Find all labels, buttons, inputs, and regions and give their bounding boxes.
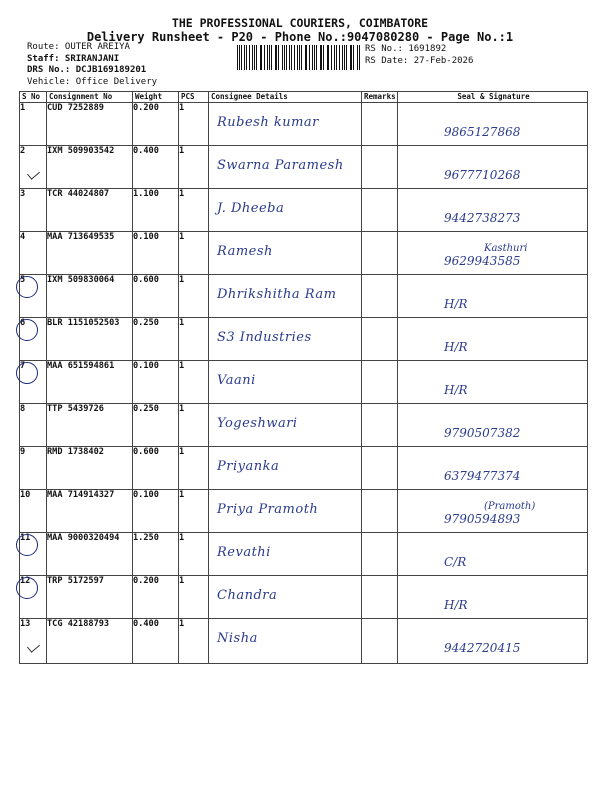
row-pcs: 1 <box>179 361 209 404</box>
table-row <box>20 361 588 404</box>
row-sno: 5 <box>20 275 26 285</box>
row-weight: 0.200 <box>133 576 179 619</box>
row-consignee-cell <box>209 490 362 533</box>
rs-date: RS Date: 27-Feb-2026 <box>365 55 474 66</box>
row-sno-cell <box>20 404 47 447</box>
row-signature <box>414 326 484 354</box>
row-remarks-cell <box>362 490 398 533</box>
row-consignment: RMD 1738402 <box>47 447 133 490</box>
row-sno-cell <box>20 619 47 664</box>
row-signature-text: H/R <box>444 340 468 354</box>
table-row <box>20 318 588 361</box>
row-signature-cell <box>398 619 588 664</box>
row-consignee-cell <box>209 361 362 404</box>
row-remarks-cell <box>362 533 398 576</box>
row-signature-text: H/R <box>444 297 468 311</box>
table-row <box>20 103 588 146</box>
vehicle-label: Vehicle: Office Delivery <box>27 76 158 87</box>
row-consignment: BLR 1151052503 <box>47 318 133 361</box>
row-consignment: MAA 651594861 <box>47 361 133 404</box>
row-sno: 1 <box>20 103 26 113</box>
row-signature-cell <box>398 318 588 361</box>
table-row <box>20 533 588 576</box>
row-signature-cell <box>398 404 588 447</box>
col-signature-header: Seal & Signature <box>398 92 588 103</box>
row-consignee-cell <box>209 404 362 447</box>
row-pcs: 1 <box>179 447 209 490</box>
row-weight: 0.200 <box>133 103 179 146</box>
drs-label: DRS No.: DCJB169189201 <box>27 65 147 75</box>
row-consignment: MAA 714914327 <box>47 490 133 533</box>
col-weight-header: Weight <box>133 92 179 103</box>
row-pcs: 1 <box>179 619 209 664</box>
row-sno-cell <box>20 576 47 619</box>
row-signature <box>414 197 520 225</box>
circle-mark-icon <box>16 276 38 298</box>
runsheet-table <box>19 91 588 664</box>
col-remarks-header: Remarks <box>362 92 398 103</box>
table-row <box>20 576 588 619</box>
table-header-row <box>20 92 588 103</box>
circle-mark-icon <box>16 534 38 556</box>
barcode-image <box>237 45 361 70</box>
row-sno-cell <box>20 275 47 318</box>
row-sno: 11 <box>20 533 31 543</box>
row-weight: 0.400 <box>133 146 179 189</box>
row-signature-text: 6379477374 <box>444 469 521 483</box>
route-label: Route: OUTER AREIYA <box>27 42 130 52</box>
row-pcs: 1 <box>179 533 209 576</box>
row-signature <box>414 627 520 655</box>
row-consignee-name: Yogeshwari <box>217 416 298 431</box>
row-sno: 12 <box>20 576 31 586</box>
row-signature <box>414 498 535 526</box>
row-signature-text: 9442738273 <box>444 211 521 225</box>
row-sno: 8 <box>20 404 26 414</box>
row-signature-note: Kasthuri <box>484 243 528 254</box>
row-weight: 1.250 <box>133 533 179 576</box>
row-consignment: CUD 7252889 <box>47 103 133 146</box>
circle-mark-icon <box>16 362 38 384</box>
row-signature-text: 9790594893 <box>444 512 521 526</box>
row-signature-text: C/R <box>444 555 467 569</box>
row-sno: 9 <box>20 447 26 457</box>
row-signature-cell <box>398 103 588 146</box>
runsheet-subtitle: Delivery Runsheet - P20 - Phone No.:9047080280 - Page No.:1 <box>86 30 514 44</box>
row-consignment: IXM 509903542 <box>47 146 133 189</box>
row-signature-text: 9629943585 <box>444 254 521 268</box>
row-weight: 0.100 <box>133 361 179 404</box>
row-sno: 2 <box>20 146 26 156</box>
row-signature <box>414 154 520 182</box>
row-pcs: 1 <box>179 490 209 533</box>
circle-mark-icon <box>16 319 38 341</box>
row-remarks-cell <box>362 232 398 275</box>
row-signature-cell <box>398 361 588 404</box>
circle-mark-icon <box>16 577 38 599</box>
row-signature <box>414 455 520 483</box>
row-consignee-cell <box>209 189 362 232</box>
table-row <box>20 404 588 447</box>
row-sno-cell <box>20 103 47 146</box>
runsheet-meta-left <box>27 42 157 88</box>
row-consignee-name: Dhrikshitha Ram <box>217 287 337 302</box>
row-consignee-cell <box>209 275 362 318</box>
row-remarks-cell <box>362 447 398 490</box>
row-consignee-cell <box>209 103 362 146</box>
col-consignee-header: Consignee Details <box>209 92 362 103</box>
row-remarks-cell <box>362 275 398 318</box>
row-sno-cell <box>20 189 47 232</box>
row-sno-cell <box>20 318 47 361</box>
row-pcs: 1 <box>179 232 209 275</box>
tick-mark-icon <box>27 640 40 652</box>
rs-number: RS No.: 1691892 <box>365 44 447 54</box>
row-weight: 0.400 <box>133 619 179 664</box>
row-pcs: 1 <box>179 318 209 361</box>
row-weight: 0.250 <box>133 318 179 361</box>
row-signature-cell <box>398 232 588 275</box>
row-signature <box>414 541 484 569</box>
row-consignee-cell <box>209 619 362 664</box>
row-consignee-cell <box>209 576 362 619</box>
row-signature-cell <box>398 189 588 232</box>
row-signature <box>414 240 527 268</box>
col-sno-header: S No <box>20 92 47 103</box>
row-weight: 0.100 <box>133 232 179 275</box>
row-consignment: MAA 9000320494 <box>47 533 133 576</box>
row-consignee-name: Chandra <box>217 588 278 603</box>
row-consignee-name: Ramesh <box>217 244 273 259</box>
table-row <box>20 146 588 189</box>
row-signature-text: H/R <box>444 598 468 612</box>
row-remarks-cell <box>362 404 398 447</box>
row-consignee-cell <box>209 533 362 576</box>
row-signature-cell <box>398 447 588 490</box>
row-sno: 10 <box>20 490 31 500</box>
row-consignment: IXM 509830064 <box>47 275 133 318</box>
row-weight: 1.100 <box>133 189 179 232</box>
row-sno: 4 <box>20 232 26 242</box>
row-sno: 6 <box>20 318 26 328</box>
runsheet-meta-right <box>365 44 473 67</box>
row-remarks-cell <box>362 103 398 146</box>
row-sno: 7 <box>20 361 26 371</box>
row-consignment: TCR 44024807 <box>47 189 133 232</box>
row-sno-cell <box>20 361 47 404</box>
table-row <box>20 447 588 490</box>
row-pcs: 1 <box>179 576 209 619</box>
row-signature <box>414 584 484 612</box>
table-row <box>20 490 588 533</box>
row-signature-cell <box>398 275 588 318</box>
row-remarks-cell <box>362 189 398 232</box>
row-consignee-cell <box>209 318 362 361</box>
row-consignment: TRP 5172597 <box>47 576 133 619</box>
row-remarks-cell <box>362 619 398 664</box>
row-weight: 0.600 <box>133 275 179 318</box>
row-pcs: 1 <box>179 146 209 189</box>
row-consignment: TCG 42188793 <box>47 619 133 664</box>
company-title: THE PROFESSIONAL COURIERS, COIMBATORE <box>171 16 429 30</box>
row-sno-cell <box>20 232 47 275</box>
row-sno-cell <box>20 146 47 189</box>
table-row <box>20 275 588 318</box>
row-signature-cell <box>398 576 588 619</box>
row-remarks-cell <box>362 318 398 361</box>
row-consignee-cell <box>209 447 362 490</box>
row-consignee-name: Priya Pramoth <box>217 502 319 517</box>
row-sno-cell <box>20 533 47 576</box>
row-sno: 3 <box>20 189 26 199</box>
row-sno: 13 <box>20 619 31 629</box>
row-pcs: 1 <box>179 189 209 232</box>
row-signature-cell <box>398 490 588 533</box>
row-weight: 0.100 <box>133 490 179 533</box>
row-consignment: MAA 713649535 <box>47 232 133 275</box>
row-signature-text: 9677710268 <box>444 168 521 182</box>
row-signature-text: 9790507382 <box>444 426 521 440</box>
row-signature-text: 9865127868 <box>444 125 521 139</box>
row-remarks-cell <box>362 146 398 189</box>
row-weight: 0.600 <box>133 447 179 490</box>
row-signature-cell <box>398 146 588 189</box>
row-consignee-name: Nisha <box>217 631 258 646</box>
row-weight: 0.250 <box>133 404 179 447</box>
row-consignment: TTP 5439726 <box>47 404 133 447</box>
table-row <box>20 232 588 275</box>
tick-mark-icon <box>27 167 40 179</box>
row-consignee-name: Swarna Paramesh <box>217 158 344 173</box>
row-consignee-name: Priyanka <box>217 459 280 474</box>
row-remarks-cell <box>362 361 398 404</box>
row-remarks-cell <box>362 576 398 619</box>
row-consignee-cell <box>209 146 362 189</box>
row-consignee-name: S3 Industries <box>217 330 312 345</box>
table-row <box>20 619 588 664</box>
row-sno-cell <box>20 490 47 533</box>
row-consignee-cell <box>209 232 362 275</box>
row-pcs: 1 <box>179 103 209 146</box>
row-signature-note: (Pramoth) <box>484 501 536 512</box>
row-signature-text: 9442720415 <box>444 641 521 655</box>
row-sno-cell <box>20 447 47 490</box>
row-signature-text: H/R <box>444 383 468 397</box>
row-signature <box>414 283 484 311</box>
row-signature <box>414 412 520 440</box>
row-consignee-name: Rubesh kumar <box>217 115 319 130</box>
row-consignee-name: Revathi <box>217 545 271 560</box>
row-consignee-name: Vaani <box>217 373 256 388</box>
row-pcs: 1 <box>179 275 209 318</box>
col-pcs-header: PCS <box>179 92 209 103</box>
row-signature <box>414 111 520 139</box>
row-signature <box>414 369 484 397</box>
row-signature-cell <box>398 533 588 576</box>
row-pcs: 1 <box>179 404 209 447</box>
row-consignee-name: J. Dheeba <box>217 201 285 216</box>
table-row <box>20 189 588 232</box>
col-consignment-header: Consignment No <box>47 92 133 103</box>
staff-label: Staff: SRIRANJANI <box>27 53 120 64</box>
